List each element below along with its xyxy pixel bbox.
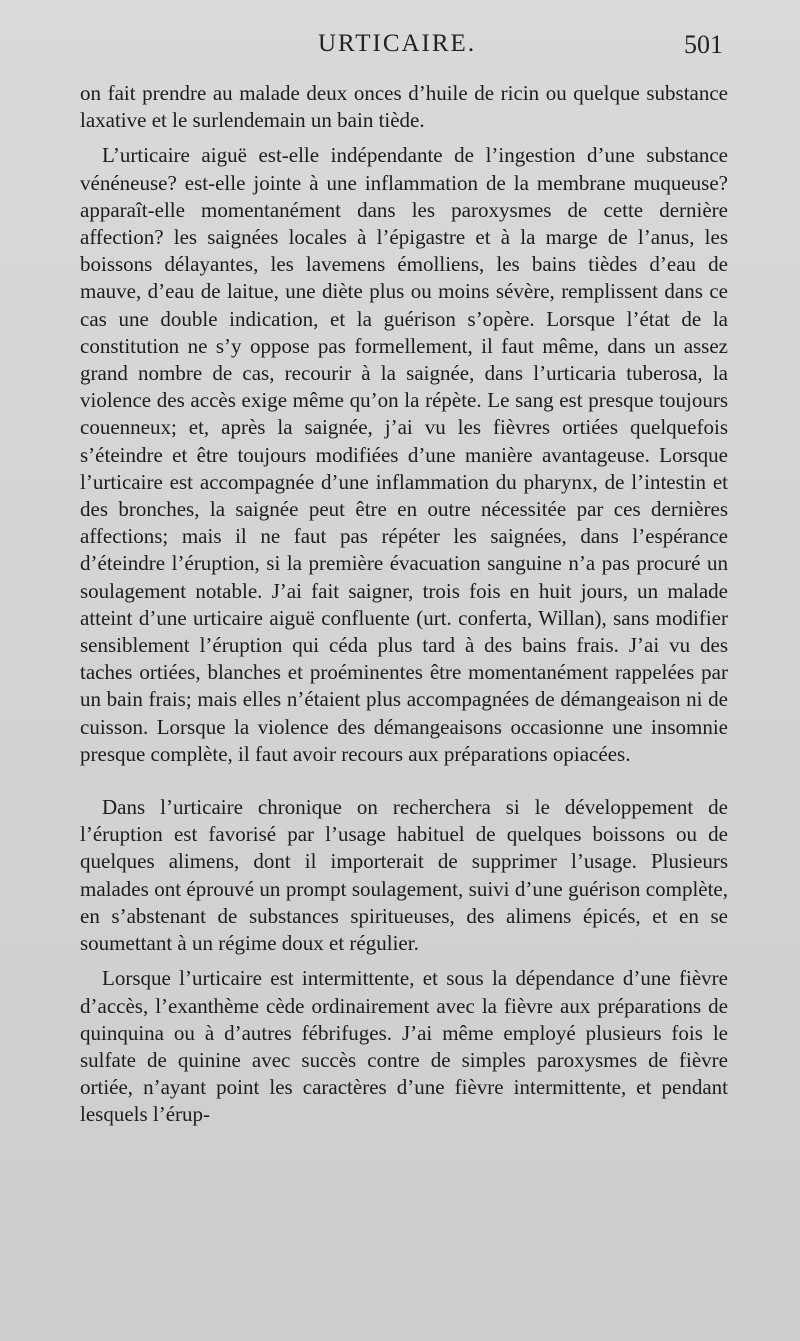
paragraph-chronic-urticaria: Dans l’urticaire chronique on recherchera si le développement de l’éruption est favorisé par l’usage habituel de quelques boissons ou de quelques alimens, dont il importerait de supprimer l’usage. Plusieurs malades ont éprouvé un prompt soulagement, suivi d’une guérison complète, en s’abstenant de substances spiritueuses, des alimens épicés, et en se soumettant à un régime doux et régulier. bbox=[80, 795, 728, 956]
page-number: 501 bbox=[684, 30, 723, 59]
paragraph-acute-urticaria: L’urticaire aiguë est-elle indépendante de l’ingestion d’une substance vénéneuse? est-elle jointe à une inflammation de la membrane muqueuse? apparaît-elle momentanément dans les paroxysmes de cette dernière affection? les saignées locales à l’épigastre et à la marge de l’anus, les boissons délayantes, les lavemens émolliens, les bains tièdes d’eau de mauve, d’eau de laitue, une diète plus ou moins sévère, remplissent dans ce cas une double indication, et la guérison s’opère. Lorsque l’état de la constitution ne s’y oppose pas formellement, il faut même, dans un assez grand nombre de cas, recourir à la saignée, dans l’urticaria tuberosa, la violence des accès exige même qu’on la répète. Le sang est presque toujours couenneux; et, après la saignée, j’ai vu les fièvres ortiées quelquefois s’éteindre et être toujours modifiées d’une manière avantageuse. Lorsque l’urticaire est accompagnée d’une inflammation du pharynx, de l’intestin et des bronches, la saignée peut être en outre nécessitée par ces dernières affections; mais il ne faut pas répéter les saignées, dans l’espérance d’éteindre l’éruption, si la première évacuation sanguine n’a pas procuré un soulagement notable. J’ai fait saigner, trois fois en huit jours, un malade atteint d’une urticaire aiguë confluente (urt. conferta, Willan), sans modifier sensiblement l’éruption qui céda plus tard à des bains frais. J’ai vu des taches ortiées, blanches et proéminentes être momentanément rappelées par un bain frais; mais elles n’étaient plus accompagnées de démangeaison ni de cuisson. Lorsque la violence des démangeaisons occasionne une insomnie presque complète, il faut avoir recours aux préparations opiacées. bbox=[80, 143, 728, 766]
page-header bbox=[0, 28, 800, 68]
paragraph-intermittent-urticaria: Lorsque l’urticaire est intermittente, et sous la dépendance d’une fièvre d’accès, l’exanthème cède ordinairement avec la fièvre aux préparations de quinquina ou à d’autres fébrifuges. J’ai même employé plusieurs fois le sulfate de quinine avec succès contre de simples paroxysmes de fièvre ortiée, n’ayant point les caractères d’une fièvre intermittente, et pendant lesquels l’érup- bbox=[80, 966, 728, 1127]
body-text bbox=[80, 80, 728, 1129]
running-head: URTICAIRE. bbox=[318, 30, 477, 57]
paragraph-continuation: on fait prendre au malade deux onces d’huile de ricin ou quelque substance laxative et le surlendemain un bain tiède. bbox=[80, 81, 728, 133]
